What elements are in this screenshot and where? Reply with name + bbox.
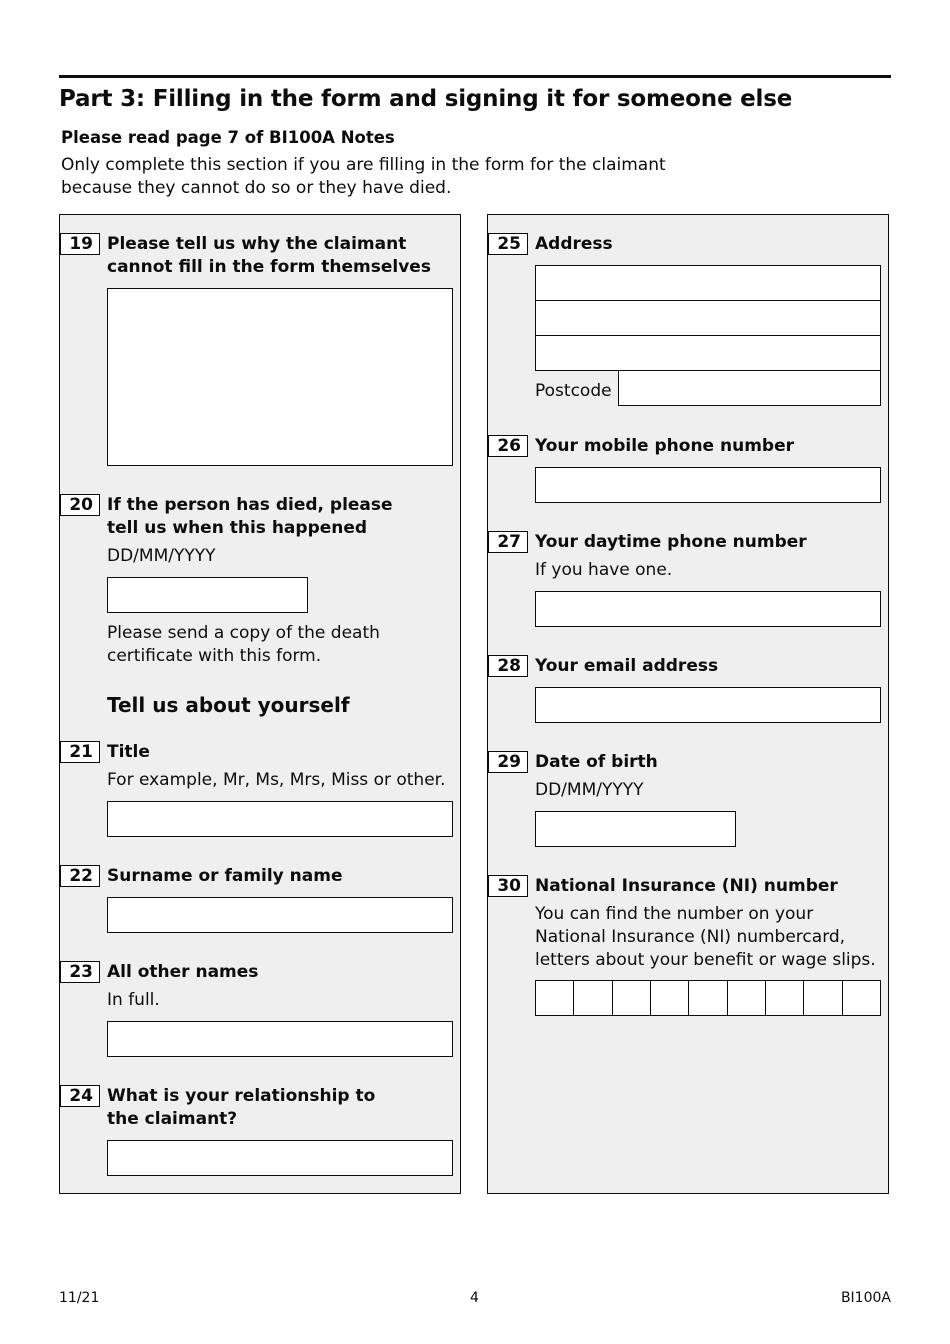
address-line-2-input[interactable] — [535, 300, 881, 336]
relationship-input[interactable] — [107, 1140, 453, 1176]
question-number-28: 28 — [488, 655, 528, 677]
section-title-about-yourself: Tell us about yourself — [107, 693, 350, 717]
question-27-label: Your daytime phone number — [535, 532, 807, 552]
ni-number-cell[interactable] — [574, 981, 612, 1015]
question-number-21: 21 — [60, 741, 100, 763]
right-panel — [487, 214, 889, 1194]
ni-number-cell[interactable] — [536, 981, 574, 1015]
reason-textarea[interactable] — [107, 288, 453, 466]
ni-number-input[interactable] — [535, 980, 881, 1016]
footer-date: 11/21 — [59, 1290, 100, 1306]
title-input[interactable] — [107, 801, 453, 837]
question-number-30: 30 — [488, 875, 528, 897]
question-number-19: 19 — [60, 233, 100, 255]
date-of-birth-input[interactable] — [535, 811, 736, 847]
question-24-label: What is your relationship to the claimant? — [107, 1086, 376, 1129]
daytime-phone-hint: If you have one. — [535, 560, 673, 580]
left-panel — [59, 214, 461, 1194]
other-names-input[interactable] — [107, 1021, 453, 1057]
question-number-25: 25 — [488, 233, 528, 255]
date-of-death-input[interactable] — [107, 577, 308, 613]
question-number-29: 29 — [488, 751, 528, 773]
date-of-birth-hint: DD/MM/YYYY — [535, 780, 644, 800]
mobile-phone-input[interactable] — [535, 467, 881, 503]
question-26-label: Your mobile phone number — [535, 436, 795, 456]
question-29-label: Date of birth — [535, 752, 658, 772]
ni-number-cell[interactable] — [843, 981, 880, 1015]
question-number-26: 26 — [488, 435, 528, 457]
email-input[interactable] — [535, 687, 881, 723]
question-number-22: 22 — [60, 865, 100, 887]
question-25-label: Address — [535, 234, 613, 254]
death-certificate-note: Please send a copy of the death certificate with this form. — [107, 623, 380, 666]
ni-number-hint: You can find the number on your National Insurance (NI) numbercard, letters about your benefit or wage slips. — [535, 904, 876, 970]
question-19-label: Please tell us why the claimant cannot fill in the form themselves — [107, 234, 431, 277]
question-30-label: National Insurance (NI) number — [535, 876, 838, 896]
question-number-20: 20 — [60, 494, 100, 516]
question-number-24: 24 — [60, 1085, 100, 1107]
other-names-hint: In full. — [107, 990, 160, 1010]
ni-number-cell[interactable] — [651, 981, 689, 1015]
page-title: Part 3: Filling in the form and signing it for someone else — [59, 86, 793, 112]
daytime-phone-input[interactable] — [535, 591, 881, 627]
question-22-label: Surname or family name — [107, 866, 343, 886]
ni-number-cell[interactable] — [804, 981, 842, 1015]
question-number-27: 27 — [488, 531, 528, 553]
ni-number-cell[interactable] — [689, 981, 727, 1015]
question-21-label: Title — [107, 742, 150, 762]
postcode-label: Postcode — [535, 381, 612, 401]
question-number-23: 23 — [60, 961, 100, 983]
date-format-hint: DD/MM/YYYY — [107, 546, 216, 566]
ni-number-cell[interactable] — [766, 981, 804, 1015]
ni-number-cell[interactable] — [613, 981, 651, 1015]
address-line-1-input[interactable] — [535, 265, 881, 301]
question-20-label: If the person has died, please tell us when this happened — [107, 495, 393, 538]
footer-page-number: 4 — [470, 1290, 479, 1306]
title-hint: For example, Mr, Ms, Mrs, Miss or other. — [107, 770, 446, 790]
postcode-input[interactable] — [618, 370, 881, 406]
question-28-label: Your email address — [535, 656, 719, 676]
address-line-3-input[interactable] — [535, 335, 881, 371]
question-23-label: All other names — [107, 962, 259, 982]
top-rule — [59, 75, 891, 78]
ni-number-cell[interactable] — [728, 981, 766, 1015]
intro-text: Only complete this section if you are filling in the form for the claimant because they cannot do so or they have died. — [61, 155, 666, 198]
footer-form-code: BI100A — [840, 1290, 891, 1306]
notes-reference: Please read page 7 of BI100A Notes — [61, 128, 395, 147]
surname-input[interactable] — [107, 897, 453, 933]
